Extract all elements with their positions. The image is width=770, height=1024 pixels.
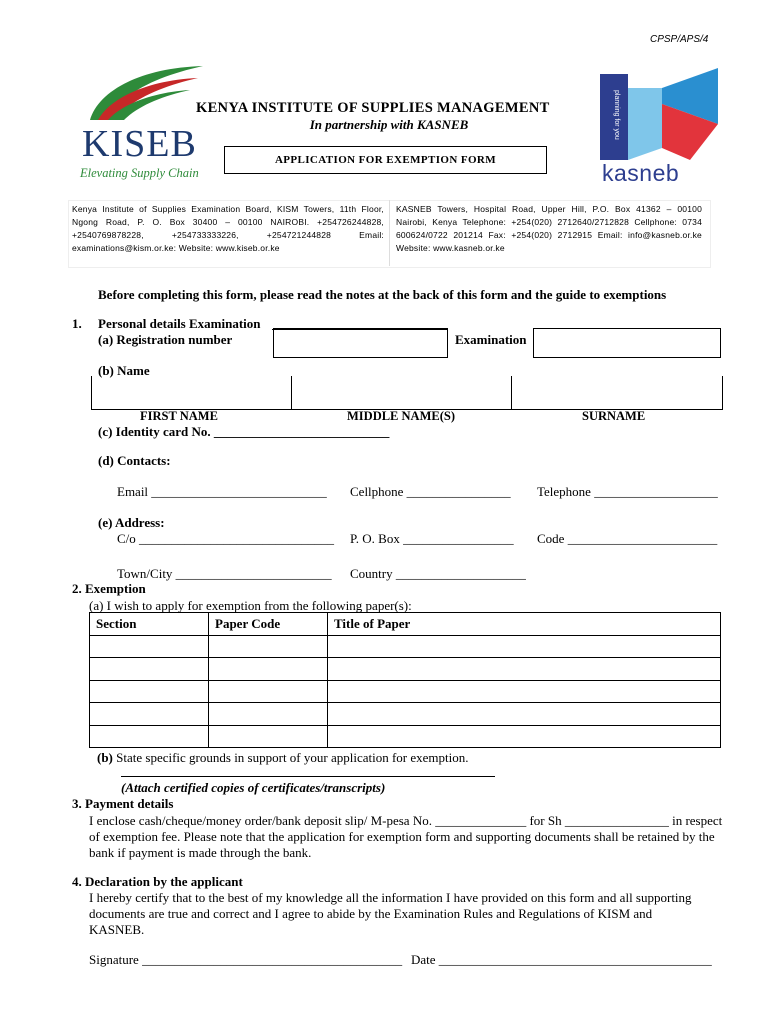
intro-note: Before completing this form, please read the notes at the back of this form and the guide to exemptions	[98, 287, 667, 302]
table-row	[90, 725, 721, 748]
table-header-row	[90, 613, 721, 636]
section3-heading: 3. Payment details	[72, 796, 174, 811]
payment-text-line-3: bank if payment is made through the bank.	[89, 845, 312, 860]
section-cell[interactable]	[90, 725, 209, 748]
kasneb-contact: KASNEB Towers, Hospital Road, Upper Hill, P.O. Box 41362 – 00100 Nairobi, Kenya Telephone: +254(020) 2712640/2712828 Cellphone: 0734 600624/0722 201214 Fax: +254(020) 2712915 Email: info@kasneb.or.ke Website: www.kasneb.or.ke	[396, 204, 702, 253]
institute-title: KENYA INSTITUTE OF SUPPLIES MANAGEMENT	[196, 100, 550, 116]
grounds-line[interactable]	[121, 776, 495, 777]
paper-code-cell[interactable]	[209, 658, 328, 681]
section-cell[interactable]	[90, 658, 209, 681]
kasneb-wordmark: kasneb	[602, 160, 680, 186]
cellphone-field[interactable]: Cellphone ________________	[350, 484, 511, 499]
payment-text-line-2: of exemption fee. Please note that the application for exemption form and supporting documents shall be retained by the	[89, 829, 715, 844]
kiseb-logo	[78, 62, 208, 182]
email-field[interactable]: Email ___________________________	[117, 484, 327, 499]
kiseb-contact: Kenya Institute of Supplies Examination Board, KISM Towers, 11th Floor, Ngong Road, P. O. Box 30400 – 00100 NAIROBI. +254726244828, +2540769878228, +254733333226, +254721244828 Email: examinations@kism.or.ke: Website: www.kiseb.or.ke	[72, 204, 384, 253]
institute-subtitle: In partnership with KASNEB	[309, 117, 469, 132]
first-name-label: FIRST NAME	[140, 409, 218, 423]
title-of-paper-cell[interactable]	[328, 725, 721, 748]
table-row	[90, 703, 721, 726]
grounds-statement	[97, 750, 469, 766]
po-box-field[interactable]: P. O. Box _________________	[350, 531, 514, 546]
attach-note: (Attach certified copies of certificates/transcripts)	[121, 780, 386, 795]
form-code: CPSP/APS/4	[650, 34, 709, 45]
middle-name-label: MIDDLE NAME(S)	[347, 409, 455, 423]
title-of-paper-cell[interactable]	[328, 658, 721, 681]
payment-text-line-1: I enclose cash/cheque/money order/bank deposit slip/ M-pesa No. ______________ for Sh ________________ in respect	[89, 813, 723, 828]
care-of-field[interactable]: C/o ______________________________	[117, 531, 335, 546]
section1-heading: Personal details Examination	[98, 316, 261, 331]
surname-label: SURNAME	[582, 409, 646, 423]
grounds-prefix: (b)	[97, 750, 113, 765]
date-field[interactable]: Date __________________________________________	[411, 952, 712, 967]
registration-number-field[interactable]	[273, 328, 448, 358]
section1-number: 1.	[72, 316, 82, 331]
kasneb-side-text: planning for you	[613, 90, 620, 140]
paper-code-cell[interactable]	[209, 635, 328, 658]
kiseb-tagline: Elevating Supply Chain	[80, 166, 199, 180]
table-row	[90, 658, 721, 681]
section4-heading: 4. Declaration by the applicant	[72, 874, 243, 889]
kiseb-swoosh-icon	[78, 62, 208, 122]
address-label: (e) Address:	[98, 515, 165, 530]
middle-name-field[interactable]	[292, 377, 510, 408]
declaration-line-3: KASNEB.	[89, 922, 145, 937]
paper-code-cell[interactable]	[209, 703, 328, 726]
table-row	[90, 635, 721, 658]
kasneb-logo	[600, 68, 730, 188]
town-city-field[interactable]: Town/City ________________________	[117, 566, 332, 581]
paper-code-cell[interactable]	[209, 680, 328, 703]
exemption-papers-table	[89, 612, 721, 748]
paper-code-cell[interactable]	[209, 725, 328, 748]
postal-code-field[interactable]: Code _______________________	[537, 531, 718, 546]
title-of-paper-cell[interactable]	[328, 635, 721, 658]
contacts-divider	[389, 200, 390, 266]
contacts-label: (d) Contacts:	[98, 453, 171, 468]
signature-field[interactable]: Signature ________________________________________	[89, 952, 403, 967]
telephone-field[interactable]: Telephone ___________________	[537, 484, 718, 499]
column-header-paper-code: Paper Code	[209, 613, 328, 636]
title-of-paper-cell[interactable]	[328, 703, 721, 726]
declaration-line-2: documents are true and correct and I agree to abide by the Examination Rules and Regulations of KISM and	[89, 906, 653, 921]
name-label: (b) Name	[98, 363, 150, 378]
form-title-box	[224, 146, 547, 174]
column-header-title-of-paper: Title of Paper	[328, 613, 721, 636]
grounds-text: State specific grounds in support of your application for exemption.	[116, 750, 469, 765]
examination-field[interactable]	[533, 328, 721, 358]
section-cell[interactable]	[90, 635, 209, 658]
table-row	[90, 680, 721, 703]
declaration-line-1: I hereby certify that to the best of my knowledge all the information I have provided on this form and all supporting	[89, 890, 692, 905]
section-cell[interactable]	[90, 680, 209, 703]
examination-label: Examination	[455, 332, 527, 347]
country-field[interactable]: Country ____________________	[350, 566, 526, 581]
kiseb-wordmark: KISEB	[82, 123, 197, 165]
exemption-apply-text: (a) I wish to apply for exemption from the following paper(s):	[89, 598, 412, 613]
section2-heading: 2. Exemption	[72, 581, 146, 596]
surname-field[interactable]	[512, 377, 720, 408]
first-name-field[interactable]	[92, 377, 290, 408]
form-title: APPLICATION FOR EXEMPTION FORM	[274, 154, 497, 166]
section-cell[interactable]	[90, 703, 209, 726]
title-of-paper-cell[interactable]	[328, 680, 721, 703]
column-header-section: Section	[90, 613, 209, 636]
registration-label: (a) Registration number	[98, 332, 233, 347]
identity-card-field[interactable]: (c) Identity card No. ___________________________	[98, 424, 390, 439]
